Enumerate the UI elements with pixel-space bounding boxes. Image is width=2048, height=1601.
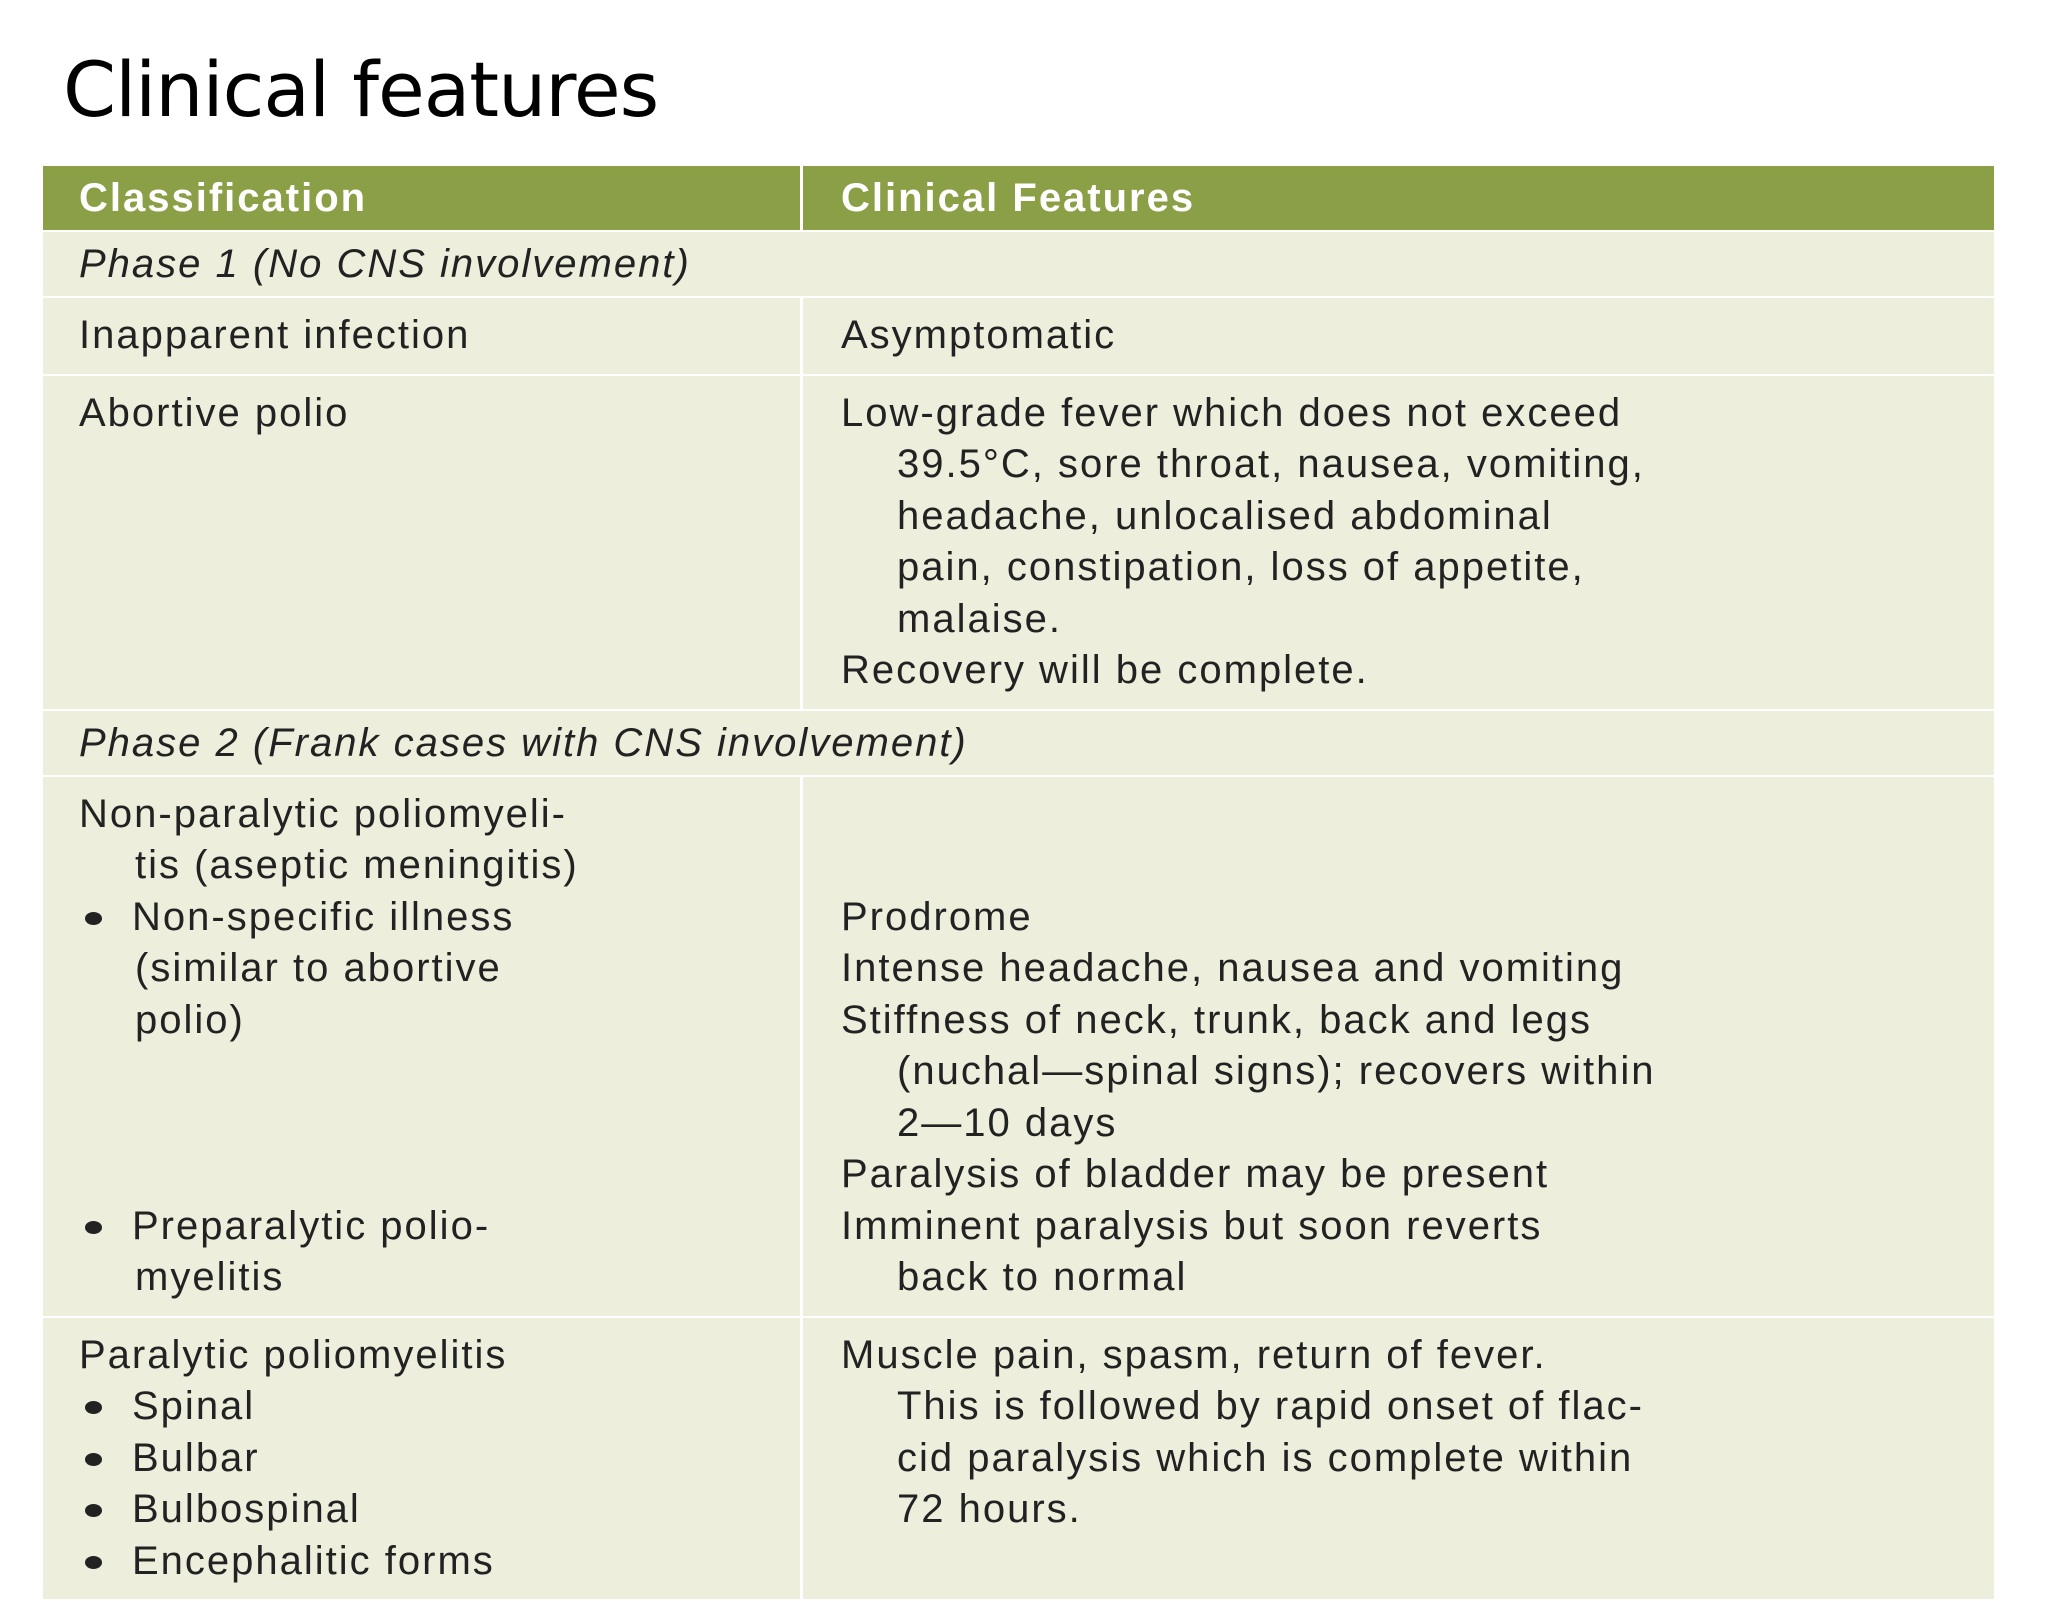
feature-line: Paralysis of bladder may be present [841,1149,1974,1201]
classification-line: tis (aseptic meningitis) [79,840,800,892]
table-header-row [43,166,1994,232]
phase-2-row [43,711,1994,777]
spacer [841,840,1974,892]
bullet-text: Bulbar [132,1436,260,1480]
spacer [79,1149,800,1201]
phase-1-label: Phase 1 (No CNS involvement) [43,232,691,296]
feature-line: Muscle pain, spasm, return of fever. [841,1330,1974,1382]
bullet-item [79,1484,800,1536]
feature-line: This is followed by rapid onset of flac- [841,1381,1974,1433]
classification-line: (similar to abortive [79,943,800,995]
classification-cell: Abortive polio [43,376,803,709]
classification-line: Non-paralytic poliomyeli- [79,789,800,841]
bullet-text: Preparalytic polio- [132,1204,490,1248]
classification-line: polio) [79,995,800,1047]
bullet-text: Bulbospinal [132,1487,361,1531]
feature-line: pain, constipation, loss of appetite, [841,542,1974,594]
bullet-item [79,1201,800,1253]
clinical-features-table [43,166,1994,1601]
feature-line: Stiffness of neck, trunk, back and legs [841,995,1974,1047]
feature-line: Low-grade fever which does not exceed [841,388,1974,440]
bullet-icon [85,1401,102,1414]
feature-line: Imminent paralysis but soon reverts [841,1201,1974,1253]
page-title: Clinical features [63,44,658,135]
features-cell [803,376,1994,709]
bullet-text: Spinal [132,1384,255,1428]
bullet-icon [85,912,102,925]
phase-2-label: Phase 2 (Frank cases with CNS involvement) [43,711,968,775]
table-row-non-paralytic [43,777,1994,1318]
header-classification: Classification [43,166,803,230]
classification-cell [43,777,803,1316]
spacer [841,789,1974,841]
spacer [79,1098,800,1150]
feature-line: malaise. [841,594,1974,646]
phase-1-row [43,232,1994,298]
header-clinical-features: Clinical Features [803,166,1994,230]
bullet-icon [85,1504,102,1517]
feature-line: headache, unlocalised abdominal [841,491,1974,543]
bullet-item [79,1433,800,1485]
bullet-icon [85,1556,102,1569]
bullet-item [79,1381,800,1433]
table-row-inapparent-infection [43,298,1994,376]
bullet-text: Encephalitic forms [132,1539,495,1583]
feature-line: Prodrome [841,892,1974,944]
feature-line: Intense headache, nausea and vomiting [841,943,1974,995]
classification-cell: Inapparent infection [43,298,803,374]
table-row-abortive-polio [43,376,1994,711]
feature-line: cid paralysis which is complete within [841,1433,1974,1485]
feature-line: 39.5°C, sore throat, nausea, vomiting, [841,439,1974,491]
classification-line: Paralytic poliomyelitis [79,1330,800,1382]
features-cell [803,777,1994,1316]
classification-line: myelitis [79,1252,800,1304]
bullet-text: Non-specific illness [132,895,514,939]
feature-line: Recovery will be complete. [841,645,1974,697]
feature-line: 72 hours. [841,1484,1974,1536]
classification-cell [43,1318,803,1600]
spacer [79,1046,800,1098]
features-cell [803,1318,1994,1600]
bullet-icon [85,1453,102,1466]
feature-line: back to normal [841,1252,1974,1304]
bullet-item [79,1536,800,1588]
features-cell: Asymptomatic [803,298,1994,374]
feature-line: 2—10 days [841,1098,1974,1150]
table-row-paralytic [43,1318,1994,1601]
bullet-item [79,892,800,944]
bullet-icon [85,1221,102,1234]
feature-line: (nuchal—spinal signs); recovers within [841,1046,1974,1098]
